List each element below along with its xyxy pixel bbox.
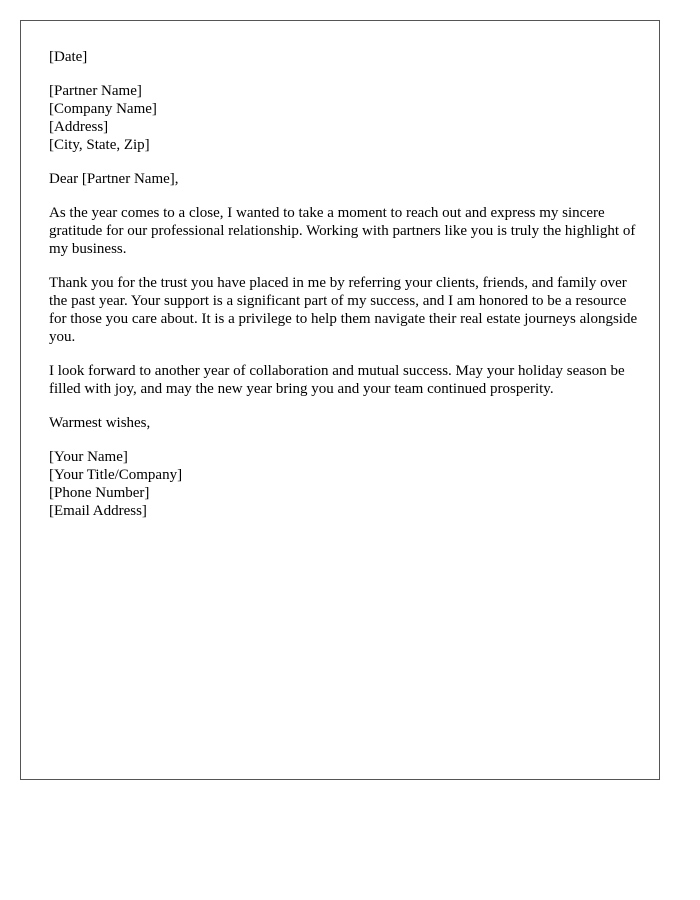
body-paragraph-2: Thank you for the trust you have placed in me by referring your clients, friends, and family over the past year. Your support is a significant part of my success, and I am honored to be a resource for those you care about. It is a privilege to help them navigate their real estate journeys alongside you.	[49, 275, 638, 345]
recipient-company: [Company Name]	[49, 101, 157, 117]
body-paragraph-1: As the year comes to a close, I wanted to take a moment to reach out and express my sincere gratitude for our professional relationship. Working with partners like you is truly the highlight of my business.	[49, 205, 636, 257]
recipient-name: [Partner Name]	[49, 83, 142, 99]
letter-body	[49, 48, 639, 536]
letter-date: [Date]	[49, 49, 88, 65]
date-block	[49, 48, 639, 66]
letter-page	[20, 20, 660, 780]
closing-block	[49, 414, 639, 432]
recipient-city-state-zip: [City, State, Zip]	[49, 137, 150, 153]
recipient-address: [Address]	[49, 119, 109, 135]
closing: Warmest wishes,	[49, 415, 151, 431]
signature-block	[49, 448, 639, 520]
signature-title-company: [Your Title/Company]	[49, 467, 183, 483]
signature-email: [Email Address]	[49, 503, 147, 519]
signature-phone: [Phone Number]	[49, 485, 150, 501]
signature-name: [Your Name]	[49, 449, 128, 465]
salutation-block	[49, 170, 639, 188]
recipient-address-block	[49, 82, 639, 154]
body-paragraph-3: I look forward to another year of collaboration and mutual success. May your holiday season be filled with joy, and may the new year bring you and your team continued prosperity.	[49, 363, 625, 397]
salutation: Dear [Partner Name],	[49, 171, 179, 187]
